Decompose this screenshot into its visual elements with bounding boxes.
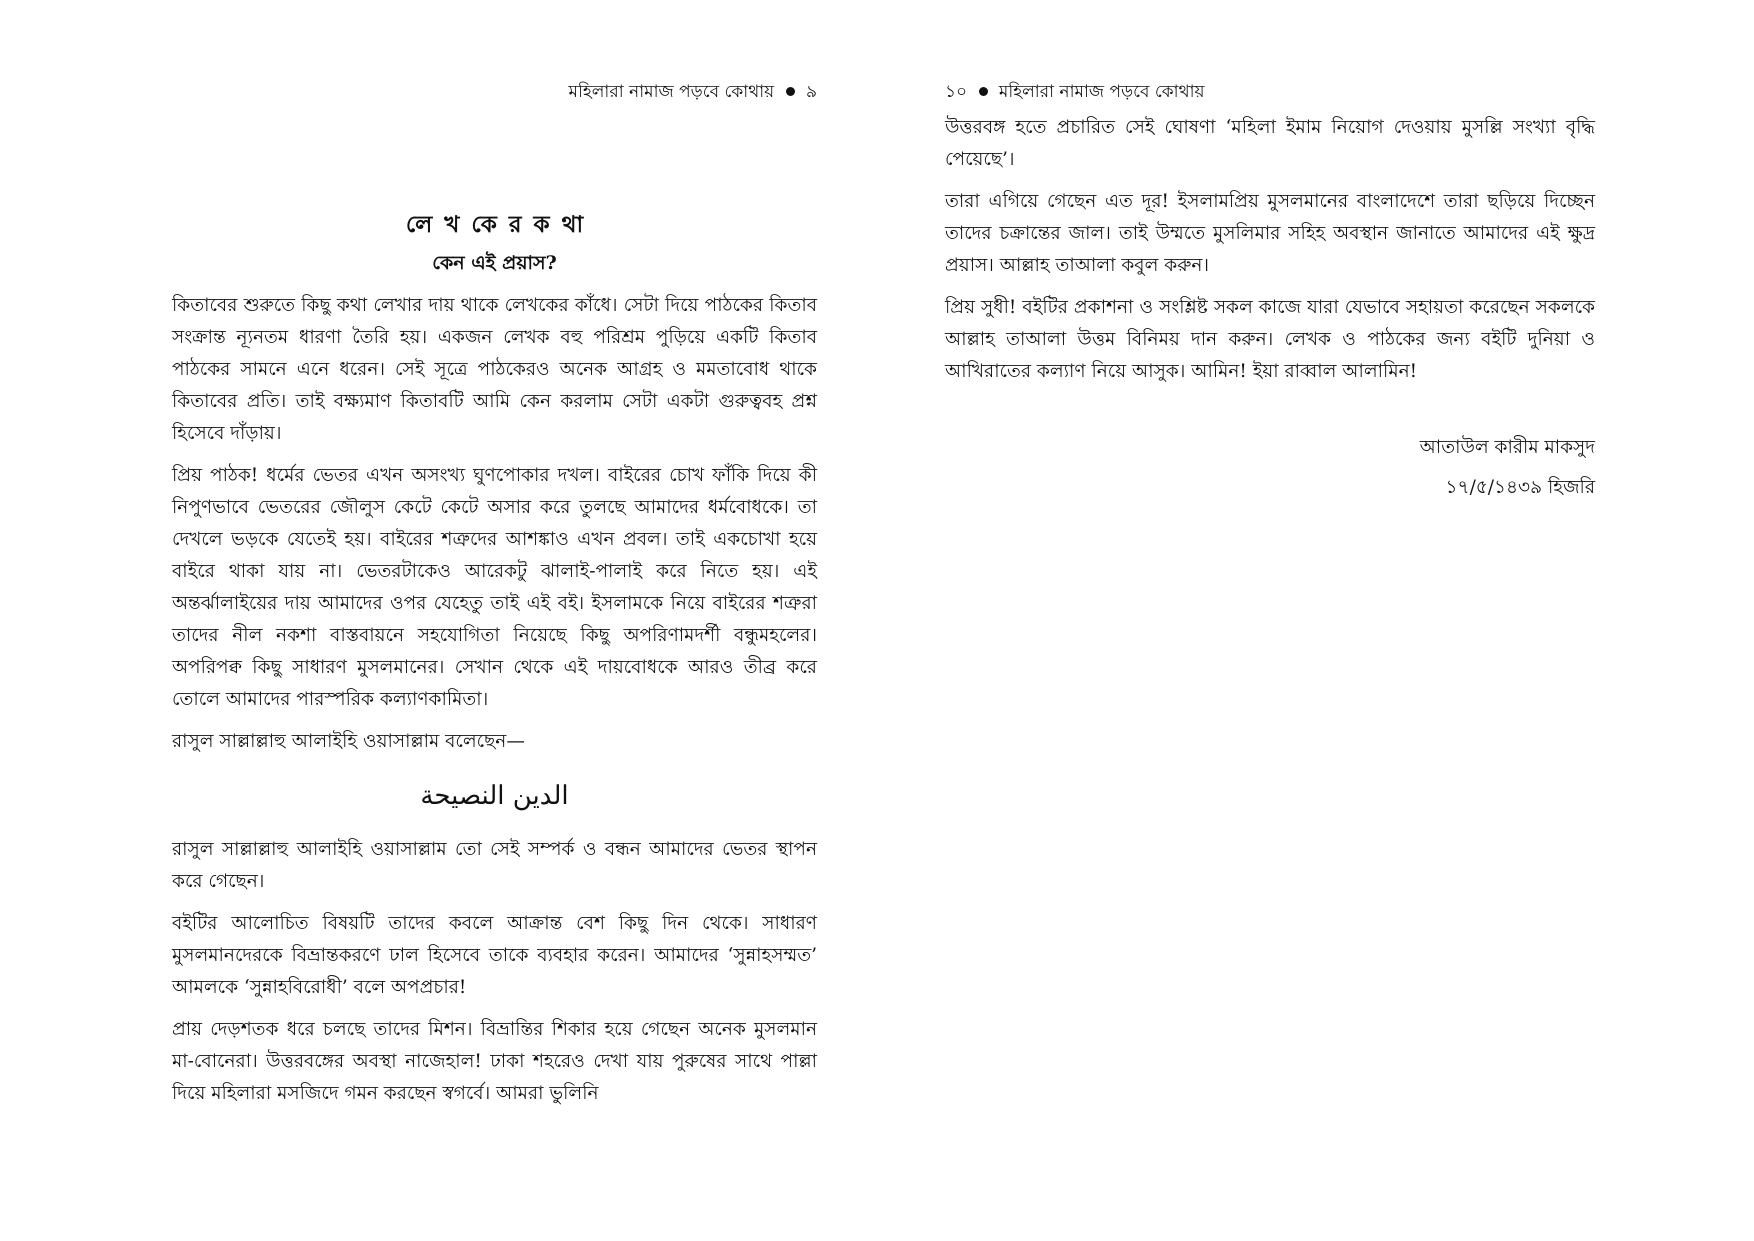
bullet-icon [786, 87, 795, 96]
left-page-content [172, 208, 817, 1120]
paragraph: বইটির আলোচিত বিষয়টি তাদের কবলে আক্রান্ত বেশ কিছু দিন থেকে। সাধারণ মুসলমানদেরকে বিভ্রান্তকরণে ঢাল হিসেবে তাকে ব্যবহার করেন। আমাদের ‘সুন্নাহসম্মত’ আমলকে ‘সুন্নাহবিরোধী’ বলে অপপ্রচার! [172, 913, 817, 998]
signature-date: ১৭/৫/১৪৩৯ হিজরি [1445, 477, 1595, 498]
bullet-icon [979, 87, 988, 96]
paragraph: কিতাবের শুরুতে কিছু কথা লেখার দায় থাকে লেখকের কাঁধে। সেটা দিয়ে পাঠকের কিতাব সংক্রান্ত ন্যূনতম ধারণা তৈরি হয়। একজন লেখক বহু পরিশ্রম পুড়িয়ে একটি কিতাব পাঠকের সামনে এনে ধরেন। সেই সূত্রে পাঠকেরও অনেক আগ্রহ ও মমতাবোধ থাকে কিতাবের প্রতি। তাই বক্ষ্যমাণ কিতাবটি আমি কেন করলাম সেটা একটা গুরুত্ববহ প্রশ্ন হিসেবে দাঁড়ায়। [172, 295, 817, 444]
paragraph: উত্তরবঙ্গ হতে প্রচারিত সেই ঘোষণা ‘মহিলা ইমাম নিয়োগ দেওয়ায় মুসল্লি সংখ্যা বৃদ্ধি পেয়েছে’। [945, 117, 1595, 170]
paragraph: প্রিয় সুধী! বইটির প্রকাশনা ও সংশ্লিষ্ট সকল কাজে যারা যেভাবে সহায়তা করেছেন সকলকে আল্লাহ তাআলা উত্তম বিনিময় দান করুন। লেখক ও পাঠকের জন্য বইটি দুনিয়া ও আখিরাতের কল্যাণ নিয়ে আসুক। আমিন! ইয়া রাব্বাল আলামিন! [945, 297, 1595, 382]
right-running-head [945, 80, 1205, 104]
paragraph: তারা এগিয়ে গেছেন এত দূর! ইসলামপ্রিয় মুসলমানের বাংলাদেশে তারা ছড়িয়ে দিচ্ছেন তাদের চক্রান্তের জাল। তাই উম্মতে মুসলিমার সহিহ অবস্থান জানাতে আমাদের এই ক্ষুদ্র প্রয়াস। আল্লাহ তাআলা কবুল করুন। [945, 191, 1595, 276]
signature-block [945, 428, 1595, 508]
right-running-head-title: মহিলারা নামাজ পড়বে কোথায় [998, 82, 1205, 102]
section-subtitle: কেন এই প্রয়াস? [432, 252, 557, 274]
left-page-number: ৯ [805, 82, 817, 102]
paragraph: রাসুল সাল্লাল্লাহু আলাইহি ওয়াসাল্লাম বলেছেন— [172, 731, 525, 752]
author-name: আতাউল কারীম মাকসুদ [1419, 437, 1595, 458]
right-page-content [945, 112, 1595, 508]
paragraph: প্রিয় পাঠক! ধর্মের ভেতর এখন অসংখ্য ঘুণপোকার দখল। বাইরের চোখ ফাঁকি দিয়ে কী নিপুণভাবে ভেতরের জৌলুস কেটে কেটে অসার করে তুলছে আমাদের ধর্মবোধকে। তা দেখলে ভড়কে যেতেই হয়। বাইরের শত্রুদের আশঙ্কাও এখন প্রবল। তাই একচোখা হয়ে বাইরে থাকা যায় না। ভেতরটাকেও আরেকটু ঝালাই-পালাই করে নিতে হয়। এই অন্তর্ঝালাইয়ের দায় আমাদের ওপর যেহেতু তাই এই বই। ইসলামকে নিয়ে বাইরের শত্রুরা তাদের নীল নকশা বাস্তবায়নে সহযোগিতা নিয়েছে কিছু অপরিণামদর্শী বন্ধুমহলের। অপরিপক্ব কিছু সাধারণ মুসলমানের। সেখান থেকে এই দায়বোধকে আরও তীব্র করে তোলে আমাদের পারস্পরিক কল্যাণকামিতা। [172, 465, 817, 710]
paragraph: রাসুল সাল্লাল্লাহু আলাইহি ওয়াসাল্লাম তো সেই সম্পর্ক ও বন্ধন আমাদের ভেতর স্থাপন করে গেছেন। [172, 839, 817, 892]
section-title: লে খ কে র ক থা [405, 211, 584, 238]
paragraph: প্রায় দেড়শতক ধরে চলছে তাদের মিশন। বিভ্রান্তির শিকার হয়ে গেছেন অনেক মুসলমান মা-বোনেরা। উত্তরবঙ্গের অবস্থা নাজেহাল! ঢাকা শহরেও দেখা যায় পুরুষের সাথে পাল্লা দিয়ে মহিলারা মসজিদে গমন করছেন স্বগর্বে। আমরা ভুলিনি [172, 1019, 817, 1104]
arabic-quote: الدين النصيحة [420, 781, 569, 811]
left-running-head-title: মহিলারা নামাজ পড়বে কোথায় [568, 82, 775, 102]
right-page-number: ১০ [945, 82, 968, 102]
left-running-head [569, 80, 817, 104]
